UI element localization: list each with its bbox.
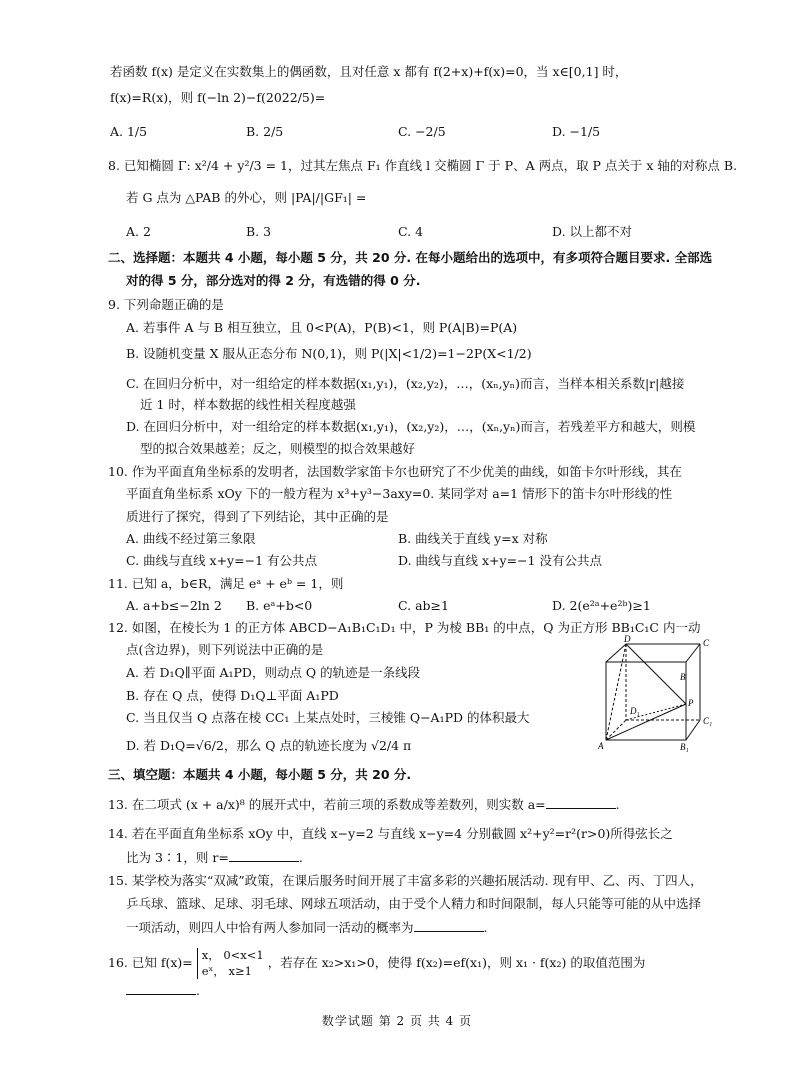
- q9-option-d-line1: D. 在回归分析中，对一组给定的样本数据(x₁,y₁)，(x₂,y₂)，…，(xₙ,yₙ)而言，若残差平方和越大，则模: [126, 419, 696, 434]
- q8-line1: 8. 已知椭圆 Γ: x²/4 + y²/3 = 1，过其左焦点 F₁ 作直线 l 交椭圆 Γ 于 P、A 两点，取 P 点关于 x 轴的对称点 B.: [108, 158, 738, 173]
- label-C: C: [703, 638, 710, 648]
- q12-option-d: D. 若 D₁Q=√6/2，那么 Q 点的轨迹长度为 √2/4 π: [126, 738, 412, 753]
- q7-option-b: B. 2/5: [246, 124, 284, 139]
- q11-option-d: D. 2(e²ᵃ+e²ᵇ)≥1: [552, 598, 651, 613]
- q8-option-c: C. 4: [398, 224, 424, 239]
- plane-line-a-p: [606, 704, 686, 740]
- q10-option-d: D. 曲线与直线 x+y=−1 没有公共点: [398, 553, 602, 568]
- plane-line-d-a: [606, 644, 626, 740]
- q15-line2: 乒乓球、篮球、足球、羽毛球、网球五项活动，由于受个人精力和时间限制，每人只能等可能的从中选择: [126, 896, 702, 911]
- plane-line-d-p: [626, 644, 686, 704]
- q10-option-a: A. 曲线不经过第三象限: [126, 531, 256, 546]
- q16-case1: x， 0<x<1: [201, 948, 264, 962]
- q9-option-b: B. 设随机变量 X 服从正态分布 N(0,1)，则 P(|X|<1/2)=1−2P(X<1/2): [126, 346, 532, 361]
- q11-option-c: C. ab≥1: [398, 598, 449, 613]
- q10-line2: 平面直角坐标系 xOy 下的一般方程为 x³+y³−3axy=0. 某同学对 a=1 情形下的笛卡尔叶形线的性: [126, 486, 673, 501]
- q16-line: [108, 948, 645, 979]
- q10-line1: 10. 作为平面直角坐标系的发明者，法国数学家笛卡尔也研究了不少优美的曲线，如笛卡尔叶形线，其在: [108, 464, 682, 479]
- q8-option-d: D. 以上都不对: [552, 224, 633, 239]
- q14-answer-blank[interactable]: [229, 849, 299, 862]
- section3-heading: 三、填空题：本题共 4 小题，每小题 5 分，共 20 分.: [108, 767, 412, 782]
- cube-edge-c1: [686, 720, 700, 740]
- page-footer: 数学试题 第 2 页 共 4 页: [321, 1014, 473, 1028]
- q7-option-c: C. −2/5: [398, 124, 446, 139]
- label-D1: D₁: [630, 706, 640, 716]
- q13-answer-blank[interactable]: [546, 796, 616, 809]
- q10-line3: 质进行了探究，得到了下列结论，其中正确的是: [126, 509, 389, 524]
- q13-text: 13. 在二项式 (x + a/x)⁸ 的展开式中，若前三项的系数成等差数列，则实数 a=: [108, 797, 546, 812]
- q8-option-a: A. 2: [126, 224, 151, 239]
- q10-option-c: C. 曲线与直线 x+y=−1 有公共点: [126, 553, 317, 568]
- q9-stem: 9. 下列命题正确的是: [108, 297, 224, 312]
- label-B1: B₁: [680, 742, 689, 752]
- q11-option-a: A. a+b≤−2ln 2: [126, 598, 222, 613]
- q8-line2: 若 G 点为 △PAB 的外心，则 |PA|/|GF₁| =: [126, 190, 367, 205]
- q14-line2: 比为 3∶1，则 r= .: [126, 850, 303, 865]
- cube-edge-c: [686, 644, 700, 662]
- q10-option-b: B. 曲线关于直线 y=x 对称: [398, 531, 548, 546]
- q13-line: 13. 在二项式 (x + a/x)⁸ 的展开式中，若前三项的系数成等差数列，则实数 a= .: [108, 797, 620, 812]
- cube-hidden-edge-diagonal: [606, 720, 626, 740]
- section2-heading-line1: 二、选择题：本题共 4 小题，每小题 5 分，共 20 分. 在每小题给出的选项中，有多项符合题目要求. 全部选: [108, 250, 713, 265]
- q16-answer-blank[interactable]: [126, 982, 196, 995]
- q12-line1: 12. 如图，在棱长为 1 的正方体 ABCD−A₁B₁C₁D₁ 中，P 为棱 BB₁ 的中点，Q 为正方形 BB₁C₁C 内一动: [108, 620, 701, 635]
- q16-case2: eˣ， x≥1: [201, 963, 252, 978]
- q16-prefix: 16. 已知 f(x)=: [108, 955, 193, 971]
- label-C1: C₁: [703, 716, 713, 726]
- label-A: A: [598, 741, 604, 751]
- q12-option-a: A. 若 D₁Q∥平面 A₁PD，则动点 Q 的轨迹是一条线段: [126, 665, 421, 680]
- q15-answer-blank[interactable]: [414, 919, 484, 932]
- q16-piecewise: [197, 948, 264, 979]
- section2-heading-line2: 对的得 5 分，部分选对的得 2 分，有选错的得 0 分.: [126, 273, 421, 288]
- q7-line2: f(x)=R(x)，则 f(−ln 2)−f(2022/5)=: [110, 90, 326, 105]
- q9-option-d-line2: 型的拟合效果越差；反之，则模型的拟合效果越好: [140, 441, 416, 456]
- q9-option-c-line2: 近 1 时，样本数据的线性相关程度越强: [140, 397, 356, 412]
- q16-suffix: ，若存在 x₂>x₁>0，使得 f(x₂)=ef(x₁)，则 x₁ · f(x₂) 的取值范围为: [267, 955, 646, 971]
- q7-option-a: A. 1/5: [110, 124, 148, 139]
- q14-line2-text: 比为 3∶1，则 r=: [126, 850, 229, 865]
- q9-option-c-line1: C. 在回归分析中，对一组给定的样本数据(x₁,y₁)，(x₂,y₂)，…，(xₙ,yₙ)而言，当样本相关系数|r|越接: [126, 376, 685, 391]
- q7-option-d: D. −1/5: [552, 124, 601, 139]
- q11-option-b: B. eᵃ+b<0: [246, 598, 313, 613]
- q7-line1: 若函数 f(x) 是定义在实数集上的偶函数，且对任意 x 都有 f(2+x)+f(x)=0，当 x∈[0,1] 时，: [110, 64, 628, 79]
- cube-figure: [596, 634, 720, 752]
- q9-option-a: A. 若事件 A 与 B 相互独立，且 0<P(A)，P(B)<1，则 P(A|B)=P(A): [126, 320, 518, 335]
- q12-option-c: C. 当且仅当 Q 点落在棱 CC₁ 上某点处时，三棱锥 Q−A₁PD 的体积最大: [126, 710, 530, 725]
- q14-line1: 14. 若在平面直角坐标系 xOy 中，直线 x−y=2 与直线 x−y=4 分别截圆 x²+y²=r²(r>0)所得弦长之: [108, 826, 673, 841]
- q12-line2: 点(含边界)，则下列说法中正确的是: [126, 642, 324, 657]
- q16-answer-line: .: [126, 982, 200, 999]
- q11-stem: 11. 已知 a，b∈R，满足 eᵃ + eᵇ = 1，则: [108, 576, 344, 591]
- q15-line3: 一项活动，则四人中恰有两人参加同一活动的概率为 .: [126, 920, 488, 935]
- q15-line3-text: 一项活动，则四人中恰有两人参加同一活动的概率为: [126, 920, 414, 935]
- q15-line1: 15. 某学校为落实“双减”政策，在课后服务时间开展了丰富多彩的兴趣拓展活动. 现有甲、乙、丙、丁四人，: [108, 873, 703, 888]
- label-D: D: [624, 634, 631, 644]
- label-B: B: [680, 672, 686, 682]
- q8-option-b: B. 3: [246, 224, 272, 239]
- label-P: P: [688, 698, 694, 708]
- q12-option-b: B. 存在 Q 点，使得 D₁Q⊥平面 A₁PD: [126, 688, 339, 703]
